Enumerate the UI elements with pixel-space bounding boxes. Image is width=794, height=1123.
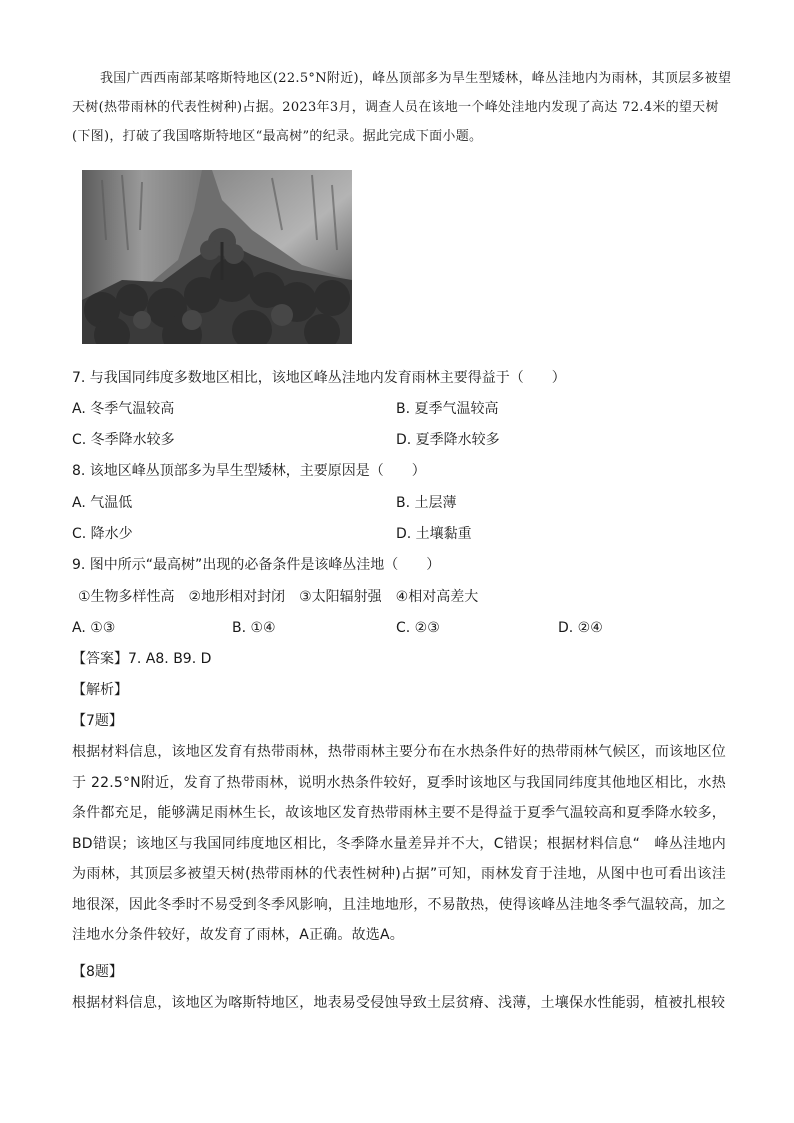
- q8-heading: 【8题】: [72, 964, 123, 980]
- answer-line: 【答案】7. A8. B9. D: [72, 651, 212, 667]
- question-9-option-d[interactable]: D. ②④: [558, 620, 603, 636]
- question-7-option-a[interactable]: A. 冬季气温较高: [72, 401, 175, 417]
- question-8-option-c[interactable]: C. 降水少: [72, 526, 133, 542]
- question-8-option-b[interactable]: B. 土层薄: [396, 495, 457, 511]
- q7-heading: 【7题】: [72, 713, 123, 729]
- analysis-heading: 【解析】: [72, 682, 128, 698]
- question-8-option-a[interactable]: A. 气温低: [72, 495, 133, 511]
- question-8-stem: 8. 该地区峰丛顶部多为旱生型矮林，主要原因是（ ）: [72, 463, 426, 479]
- intro-paragraph: 我国广西西南部某喀斯特地区(22.5°N附近)，峰丛顶部多为旱生型矮林，峰丛洼地内为雨林，其顶层多被望天树(热带雨林的代表性树种)占据。2023年3月，调查人员在该地一个峰处洼地内发现了高达 72.4米的望天树(下图)，打破了我国喀斯特地区“最高树”的纪录。据此完成下面小题。: [72, 71, 732, 144]
- question-9-option-b[interactable]: B. ①④: [232, 620, 276, 636]
- question-9-option-c[interactable]: C. ②③: [396, 620, 440, 636]
- question-8-option-d[interactable]: D. 土壤黏重: [396, 526, 472, 542]
- question-9-option-a[interactable]: A. ①③: [72, 620, 116, 636]
- rainforest-photo: [82, 170, 352, 344]
- question-7-stem: 7. 与我国同纬度多数地区相比，该地区峰丛洼地内发育雨林主要得益于（ ）: [72, 370, 566, 386]
- rainforest-photo-image: [82, 170, 352, 344]
- q7-explanation: 根据材料信息，该地区发育有热带雨林，热带雨林主要分布在水热条件好的热带雨林气候区，而该地区位于 22.5°N附近，发育了热带雨林，说明水热条件较好，夏季时该地区与我国同纬度其他地区相比，水热条件都充足，能够满足雨林生长，故该地区发育热带雨林主要不是得益于夏季气温较高和夏季降水较多，BD错误；该地区与我国同纬度地区相比，冬季降水量差异并不大，C错误；根据材料信息“ 峰丛洼地内为雨林，其顶层多被望天树(热带雨林的代表性树种)占据”可知，雨林发育于洼地，从图中也可看出该洼地很深，因此冬季时不易受到冬季风影响，且洼地地形，不易散热，使得该峰丛洼地冬季气温较高，加之洼地水分条件较好，故发育了雨林，A正确。故选A。: [72, 744, 726, 943]
- question-7-option-d[interactable]: D. 夏季降水较多: [396, 432, 500, 448]
- question-7-option-b[interactable]: B. 夏季气温较高: [396, 401, 499, 417]
- question-9-conditions: ①生物多样性高 ②地形相对封闭 ③太阳辐射强 ④相对高差大: [78, 589, 479, 605]
- question-9-stem: 9. 图中所示“最高树”出现的必备条件是该峰丛洼地（ ）: [72, 557, 441, 573]
- question-7-option-c[interactable]: C. 冬季降水较多: [72, 432, 175, 448]
- q8-explanation: 根据材料信息，该地区为喀斯特地区，地表易受侵蚀导致土层贫瘠、浅薄，土壤保水性能弱，植被扎根较: [72, 995, 726, 1011]
